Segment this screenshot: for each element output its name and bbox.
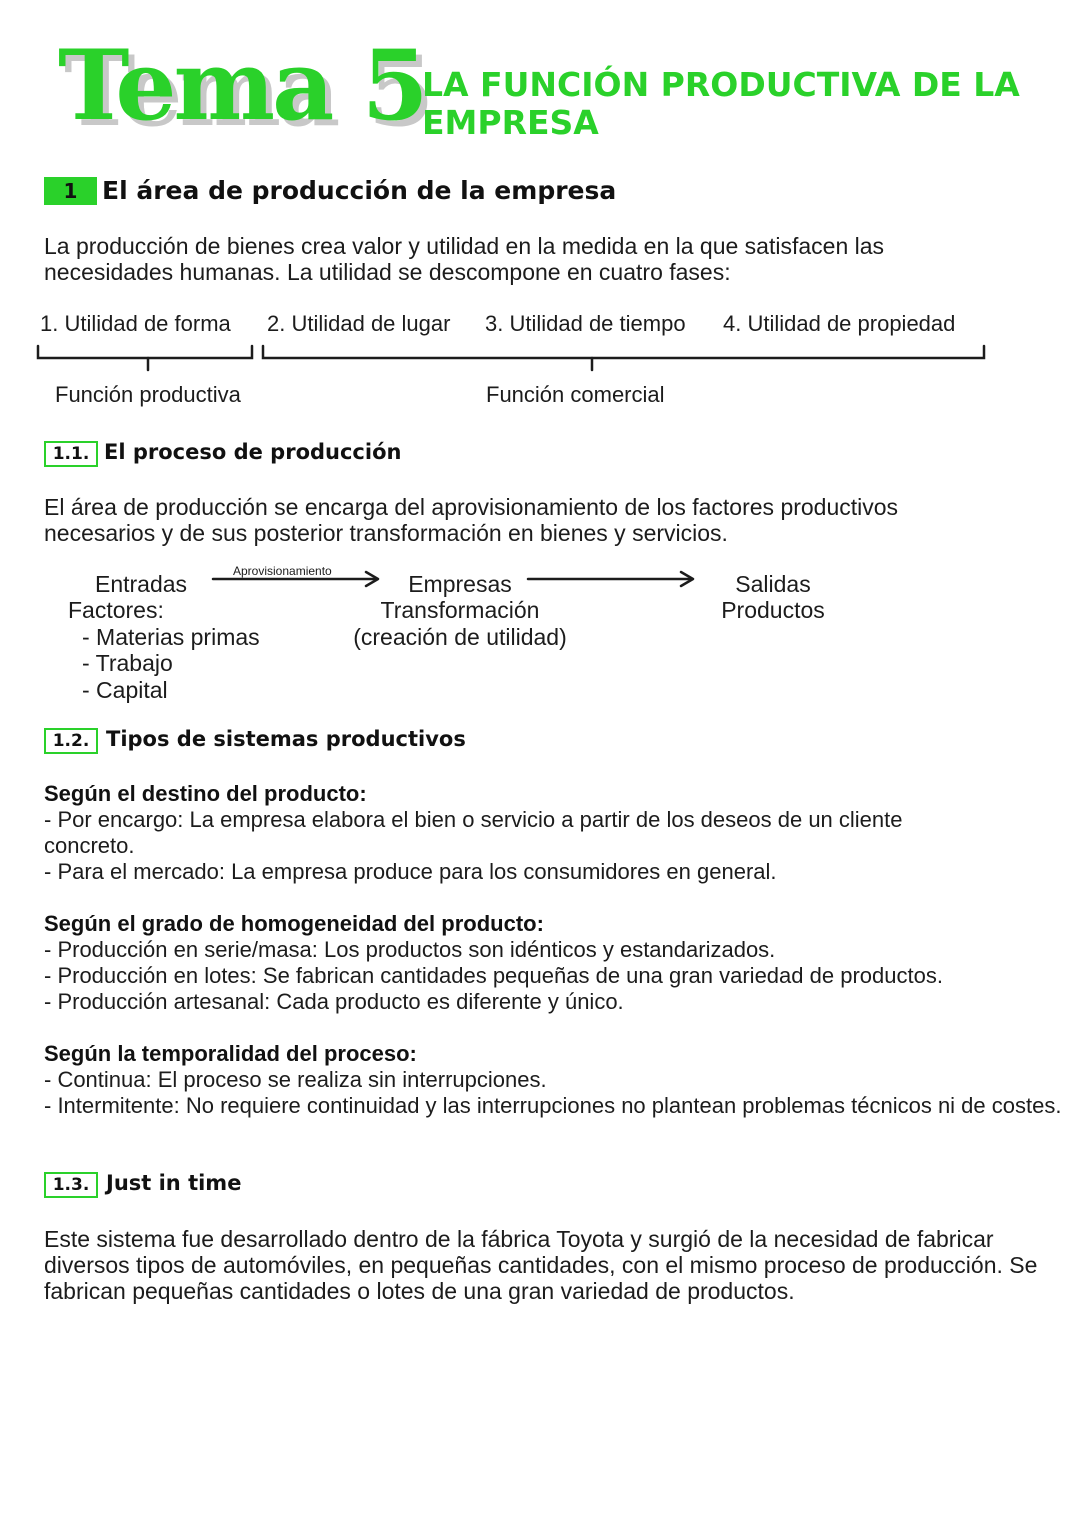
- flow-products: Productos: [721, 597, 825, 623]
- subsection-number-badge: 1.1.: [44, 441, 98, 467]
- flow-arrow-label: Aprovisionamiento: [233, 564, 332, 578]
- list-item: - Producción artesanal: Cada producto es diferente y único.: [44, 989, 624, 1014]
- phase-grouping-brackets: [0, 340, 1080, 380]
- section-intro: La producción de bienes crea valor y utilidad en la medida en la que satisfacen las necesidades humanas. La utilidad se descompone en cuatro fases:: [44, 233, 885, 285]
- flow-utility: (creación de utilidad): [353, 624, 567, 650]
- phase-4: 4. Utilidad de propiedad: [723, 311, 956, 336]
- bracket-commercial: [263, 346, 984, 358]
- phase-3: 3. Utilidad de tiempo: [485, 311, 686, 336]
- phase-2: 2. Utilidad de lugar: [267, 311, 451, 336]
- group-productive-label: Función productiva: [55, 382, 241, 407]
- flow-factor-2: - Trabajo: [82, 650, 173, 676]
- list-item: - Producción en lotes: Se fabrican cantidades pequeñas de una gran variedad de productos.: [44, 963, 943, 988]
- subsection-text: El área de producción se encarga del aprovisionamiento de los factores productivos necesarios y de sus posterior transformación en bienes y servicios.: [44, 494, 899, 546]
- page-subtitle: LA FUNCIÓN PRODUCTIVA DE LA EMPRESA: [422, 65, 1020, 142]
- list-item: - Por encargo: La empresa elabora el bien o servicio a partir de los deseos de un cliente concreto.: [44, 807, 903, 858]
- flow-inputs: Entradas: [95, 571, 188, 597]
- subsection-title: El proceso de producción: [104, 440, 402, 464]
- section-title: El área de producción de la empresa: [102, 176, 617, 205]
- flow-outputs: Salidas: [735, 571, 811, 597]
- phase-1: 1. Utilidad de forma: [40, 311, 231, 336]
- group-heading: Según la temporalidad del proceso:: [44, 1041, 417, 1066]
- flow-factor-3: - Capital: [82, 677, 168, 703]
- flow-company: Empresas: [408, 571, 512, 597]
- list-item: - Para el mercado: La empresa produce para los consumidores en general.: [44, 859, 777, 884]
- subsection-number-badge: 1.2.: [44, 728, 98, 754]
- list-item: - Producción en serie/masa: Los productos son idénticos y estandarizados.: [44, 937, 776, 962]
- flow-factor-1: - Materias primas: [82, 624, 260, 650]
- group-heading: Según el grado de homogeneidad del producto:: [44, 911, 544, 936]
- group-heading: Según el destino del producto:: [44, 781, 367, 806]
- section-number-badge: 1: [44, 177, 97, 205]
- group-commercial-label: Función comercial: [486, 382, 665, 407]
- subsection-title: Tipos de sistemas productivos: [106, 727, 466, 751]
- subsection-text: Este sistema fue desarrollado dentro de la fábrica Toyota y surgió de la necesidad de fabricar diversos tipos de automóviles, en pequeñas cantidades, con el mismo proceso de producción. Se fabrican pequeñas cantidades o lotes de una gran variedad de productos.: [44, 1226, 1038, 1304]
- subsection-number-badge: 1.3.: [44, 1172, 98, 1198]
- flow-transformation: Transformación: [380, 597, 540, 623]
- list-item: - Intermitente: No requiere continuidad y las interrupciones no plantean problemas técnicos ni de costes.: [44, 1093, 1062, 1118]
- bracket-productive: [38, 346, 252, 358]
- page-title: Tema 5: [58, 29, 426, 142]
- subsection-title: Just in time: [106, 1171, 242, 1195]
- list-item: - Continua: El proceso se realiza sin interrupciones.: [44, 1067, 547, 1092]
- flow-factors-label: Factores:: [68, 597, 164, 623]
